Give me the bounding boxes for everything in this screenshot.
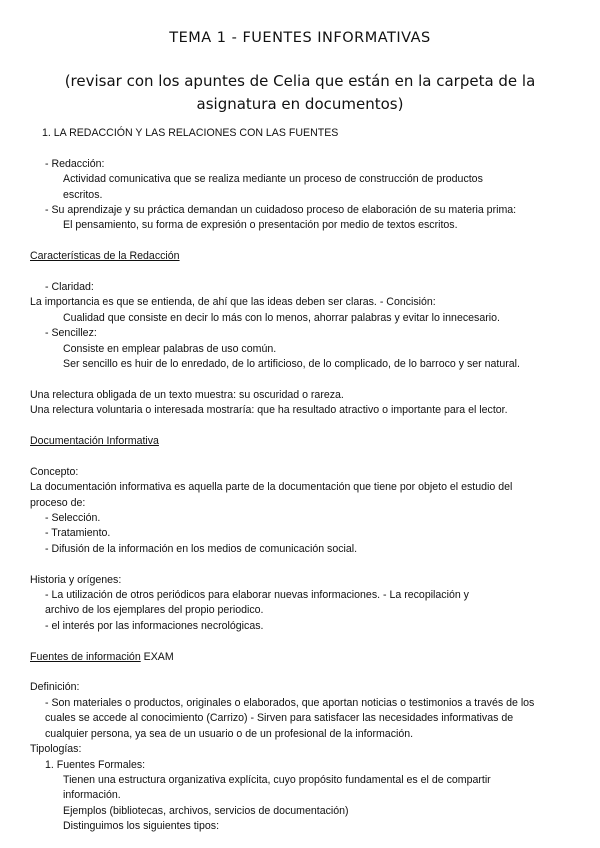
spacer bbox=[30, 665, 574, 680]
ejemplos-text: Ejemplos (bibliotecas, archivos, servicios de documentación) bbox=[63, 804, 349, 817]
spacer bbox=[30, 449, 574, 464]
relectura-obligada: Una relectura obligada de un texto muestra: su oscuridad o rareza. bbox=[30, 388, 344, 401]
sencillez-text-2: Ser sencillo es huir de lo enredado, de lo artificioso, de lo complicado, de lo barroco y ser natural. bbox=[63, 358, 520, 371]
spacer bbox=[30, 557, 574, 572]
fuentes-heading-line bbox=[30, 650, 574, 665]
concepto-label: Concepto: bbox=[30, 465, 79, 478]
fuentes-heading: Fuentes de información bbox=[30, 650, 141, 663]
section-heading: 1. LA REDACCIÓN Y LAS RELACIONES CON LAS FUENTES bbox=[42, 127, 339, 139]
historia-text-cont: archivo de los ejemplares del propio periodico. bbox=[45, 604, 264, 617]
redaccion-label: - Redacción: bbox=[45, 157, 105, 170]
aprendizaje-line: - Su aprendizaje y su práctica demandan un cuidadoso proceso de elaboración de su materia prima: bbox=[45, 204, 517, 217]
definicion-text-2: cuales se accede al conocimiento (Carrizo) - Sirven para satisfacer las necesidades informativas de bbox=[45, 712, 514, 725]
claridad-label: - Claridad: bbox=[45, 281, 94, 294]
claridad-text: La importancia es que se entienda, de ahí que las ideas deben ser claras. - Concisión: bbox=[30, 296, 436, 309]
definicion-label: Definición: bbox=[30, 681, 80, 694]
sencillez-text: Consiste en emplear palabras de uso común. bbox=[63, 342, 277, 355]
caracteristicas-heading: Características de la Redacción bbox=[30, 250, 180, 263]
spacer bbox=[30, 234, 574, 249]
list-item: - Tratamiento. bbox=[45, 527, 111, 540]
spacer bbox=[30, 141, 574, 156]
documentacion-heading: Documentación Informativa bbox=[30, 435, 159, 448]
formales-text: Tienen una estructura organizativa explícita, cuyo propósito fundamental es el de compartir bbox=[63, 773, 491, 786]
distinguimos-text: Distinguimos los siguientes tipos: bbox=[63, 820, 220, 833]
spacer bbox=[30, 419, 574, 434]
list-item: - Difusión de la información en los medios de comunicación social. bbox=[45, 542, 358, 555]
page-subtitle: (revisar con los apuntes de Celia que están en la carpeta de la asignatura en documentos) bbox=[64, 72, 536, 113]
concision-definition: Cualidad que consiste en decir lo más con lo menos, ahorrar palabras y evitar lo innecesario. bbox=[63, 311, 500, 324]
spacer bbox=[30, 372, 574, 387]
historia-label: Historia y orígenes: bbox=[30, 573, 122, 586]
redaccion-definition: Actividad comunicativa que se realiza mediante un proceso de construcción de productos bbox=[63, 173, 483, 186]
sencillez-label: - Sencillez: bbox=[45, 327, 97, 340]
list-item: - Selección. bbox=[45, 512, 101, 525]
concepto-text-cont: proceso de: bbox=[30, 496, 86, 509]
relectura-voluntaria: Una relectura voluntaria o interesada mostraría: que ha resultado atractivo o importante para el lector. bbox=[30, 404, 508, 417]
historia-text: - La utilización de otros periódicos para elaborar nuevas informaciones. - La recopilación y bbox=[45, 589, 469, 602]
document-body bbox=[30, 126, 574, 835]
formales-label: 1. Fuentes Formales: bbox=[45, 758, 146, 771]
formales-text-cont: información. bbox=[63, 789, 121, 802]
redaccion-definition-cont: escritos. bbox=[63, 188, 103, 201]
tipologias-label: Tipologías: bbox=[30, 743, 82, 756]
definicion-text: - Son materiales o productos, originales o elaborados, que aportan noticias o testimonios a través de los bbox=[45, 696, 535, 709]
spacer bbox=[30, 265, 574, 280]
spacer bbox=[30, 634, 574, 649]
page-title: TEMA 1 - FUENTES INFORMATIVAS bbox=[169, 30, 431, 46]
pensamiento-line: El pensamiento, su forma de expresión o presentación por medio de textos escritos. bbox=[63, 219, 458, 232]
definicion-text-3: cualquier persona, ya sea de un usuario o de un profesional de la información. bbox=[45, 727, 414, 740]
historia-text-3: - el interés por las informaciones necrológicas. bbox=[45, 619, 264, 632]
concepto-text: La documentación informativa es aquella parte de la documentación que tiene por objeto el estudio del bbox=[30, 481, 513, 494]
exam-tag: EXAM bbox=[140, 650, 174, 663]
